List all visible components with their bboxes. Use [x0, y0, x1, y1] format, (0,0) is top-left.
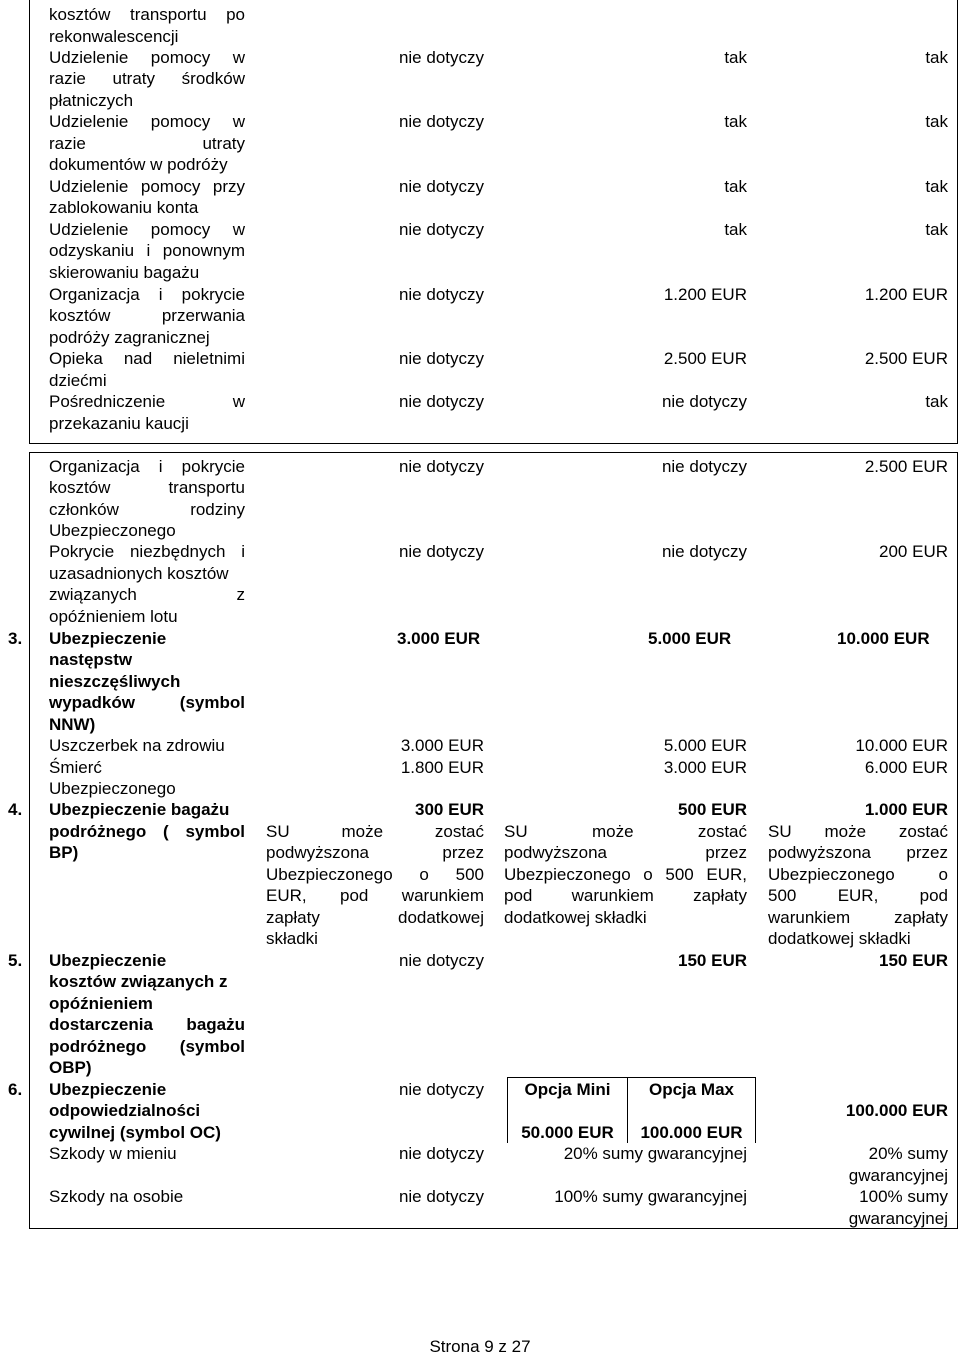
option-max-value: 100.000 EUR [640, 1123, 743, 1142]
row-label: kosztów transportu po [49, 5, 245, 24]
value-cell: nie dotyczy [398, 1144, 484, 1163]
value-cell: nie dotyczy [398, 48, 484, 67]
row-label: dziećmi [49, 371, 107, 390]
row-label: zablokowaniu konta [49, 198, 199, 217]
note-text: Ubezpieczonego o 500 EUR, [504, 865, 747, 884]
value-cell: nie dotyczy [398, 542, 484, 561]
row-label: płatniczych [49, 91, 134, 110]
row-label: Szkody na osobie [49, 1187, 184, 1206]
row-label: Udzielenie pomocy w [49, 48, 245, 67]
section-title: podróżnego (symbol [49, 1037, 245, 1056]
value-cell: 20% sumy gwarancyjnej [563, 1144, 747, 1163]
note-text: dodatkowej składki [504, 908, 647, 927]
value-cell: 3.000 EUR [400, 736, 484, 755]
row-label: kosztów transportu [49, 478, 245, 497]
option-mini-value: 50.000 EUR [521, 1123, 614, 1142]
row-label: przekazaniu kaucji [49, 414, 189, 433]
section-title: cywilnej (symbol OC) [49, 1123, 221, 1142]
section-title: OBP) [49, 1058, 92, 1077]
row-label: związanych z [49, 585, 245, 604]
row-label: Uszczerbek na zdrowiu [49, 736, 225, 755]
row-label: opóźnieniem lotu [49, 607, 178, 626]
row-label: kosztów przerwania [49, 306, 245, 325]
row-label: razie utraty środków [49, 69, 245, 88]
table-rule [29, 452, 958, 453]
note-text: SU może zostać [504, 822, 747, 841]
row-label: skierowaniu bagażu [49, 263, 200, 282]
value-cell: nie dotyczy [661, 542, 747, 561]
note-text: podwyższona przez [768, 843, 948, 862]
value-cell: 200 EUR [879, 542, 948, 561]
row-label: razie utraty [49, 134, 245, 153]
value-cell: 150 EUR [678, 951, 747, 970]
options-box-right [755, 1077, 756, 1143]
section-number: 5. [8, 951, 23, 970]
section-title: Ubezpieczenie [49, 951, 167, 970]
value-cell: nie dotyczy [661, 392, 747, 411]
row-label: Organizacja i pokrycie [49, 285, 245, 304]
value-cell: nie dotyczy [398, 392, 484, 411]
section-title: nieszczęśliwych [49, 672, 181, 691]
value-cell: 2.500 EUR [864, 457, 948, 476]
value-cell: gwarancyjnej [848, 1209, 948, 1228]
value-cell: 500 EUR [678, 800, 747, 819]
section-number: 3. [8, 629, 23, 648]
section-title: podróżnego ( symbol [49, 822, 245, 841]
value-cell: 1.800 EUR [400, 758, 484, 777]
option-mini-header: Opcja Mini [524, 1080, 611, 1099]
row-label: podróży zagranicznej [49, 328, 210, 347]
value-cell: 1.200 EUR [864, 285, 948, 304]
value-cell: nie dotyczy [398, 1080, 484, 1099]
row-label: Udzielenie pomocy w [49, 220, 245, 239]
row-label: Organizacja i pokrycie [49, 457, 245, 476]
row-label: Ubezpieczonego [49, 521, 176, 540]
value-cell: tak [925, 392, 948, 411]
note-text: SU może zostać [768, 822, 948, 841]
value-cell: 1.000 EUR [864, 800, 948, 819]
row-label: Ubezpieczonego [49, 779, 176, 798]
value-cell: nie dotyczy [398, 1187, 484, 1206]
note-text: 500 EUR, pod [768, 886, 948, 905]
value-cell: 100% sumy [859, 1187, 948, 1206]
row-label: członków rodziny [49, 500, 245, 519]
value-cell: 10.000 EUR [855, 736, 948, 755]
value-cell: nie dotyczy [398, 177, 484, 196]
value-cell: tak [925, 220, 948, 239]
value-cell: nie dotyczy [398, 220, 484, 239]
value-cell: 5.000 EUR [648, 629, 732, 648]
row-label: Pokrycie niezbędnych i [49, 542, 245, 561]
note-text: dodatkowej składki [768, 929, 911, 948]
row-label: odzyskaniu i ponownym [49, 241, 245, 260]
value-cell: tak [925, 177, 948, 196]
value-cell: tak [724, 48, 747, 67]
value-cell: 300 EUR [415, 800, 484, 819]
page-number: Strona 9 z 27 [429, 1337, 531, 1356]
options-box-top [507, 1077, 755, 1078]
value-cell: 10.000 EUR [837, 629, 930, 648]
value-cell: 2.500 EUR [663, 349, 747, 368]
value-cell: nie dotyczy [398, 112, 484, 131]
section-title: Ubezpieczenie [49, 1080, 167, 1099]
table-border-right [957, 0, 958, 443]
note-text: warunkiem zapłaty [768, 908, 948, 927]
value-cell: nie dotyczy [661, 457, 747, 476]
section-title: wypadków (symbol [49, 693, 245, 712]
value-cell: tak [724, 220, 747, 239]
section-title: opóźnieniem [49, 994, 153, 1013]
row-label: Szkody w mieniu [49, 1144, 177, 1163]
note-text: podwyższona przez [266, 843, 484, 862]
value-cell: nie dotyczy [398, 951, 484, 970]
table-border-left [29, 0, 30, 443]
section-title: odpowiedzialności [49, 1101, 201, 1120]
value-cell: 3.000 EUR [663, 758, 747, 777]
table-border-left [29, 452, 30, 1228]
section-title: Ubezpieczenie [49, 629, 167, 648]
section-title: dostarczenia bagażu [49, 1015, 245, 1034]
value-cell: tak [925, 112, 948, 131]
note-text: podwyższona przez [504, 843, 747, 862]
row-label: Śmierć [49, 758, 102, 777]
note-text: Ubezpieczonego o [768, 865, 948, 884]
value-cell: nie dotyczy [398, 349, 484, 368]
row-label: Opieka nad nieletnimi [49, 349, 245, 368]
table-rule [29, 443, 958, 444]
row-label: uzasadnionych kosztów [49, 564, 229, 583]
value-cell: 3.000 EUR [397, 629, 481, 648]
note-text: zapłaty dodatkowej [266, 908, 484, 927]
value-cell: 20% sumy [868, 1144, 948, 1163]
note-text: Ubezpieczonego o 500 [266, 865, 484, 884]
note-text: SU może zostać [266, 822, 484, 841]
row-label: dokumentów w podróży [49, 155, 228, 174]
value-cell: 2.500 EUR [864, 349, 948, 368]
option-max-header: Opcja Max [648, 1080, 735, 1099]
row-label: Pośredniczenie w [49, 392, 245, 411]
note-text: składki [266, 929, 318, 948]
value-cell: nie dotyczy [398, 285, 484, 304]
section-number: 4. [8, 800, 23, 819]
value-cell: gwarancyjnej [848, 1166, 948, 1185]
row-label: Udzielenie pomocy przy [49, 177, 245, 196]
value-cell: 100.000 EUR [845, 1101, 948, 1120]
value-cell: nie dotyczy [398, 457, 484, 476]
table-border-right [957, 452, 958, 1228]
value-cell: 5.000 EUR [663, 736, 747, 755]
value-cell: 6.000 EUR [864, 758, 948, 777]
section-number: 6. [8, 1080, 23, 1099]
section-title: następstw [49, 650, 133, 669]
section-title: kosztów związanych z [49, 972, 228, 991]
value-cell: tak [724, 112, 747, 131]
value-cell: 1.200 EUR [663, 285, 747, 304]
section-title: Ubezpieczenie bagażu [49, 800, 230, 819]
value-cell: tak [925, 48, 948, 67]
value-cell: tak [724, 177, 747, 196]
section-title: NNW) [49, 715, 96, 734]
row-label: Udzielenie pomocy w [49, 112, 245, 131]
note-text: pod warunkiem zapłaty [504, 886, 747, 905]
note-text: EUR, pod warunkiem [266, 886, 484, 905]
value-cell: 150 EUR [879, 951, 948, 970]
row-label: rekonwalescencji [49, 27, 179, 46]
value-cell: 100% sumy gwarancyjnej [554, 1187, 747, 1206]
section-title: BP) [49, 843, 79, 862]
